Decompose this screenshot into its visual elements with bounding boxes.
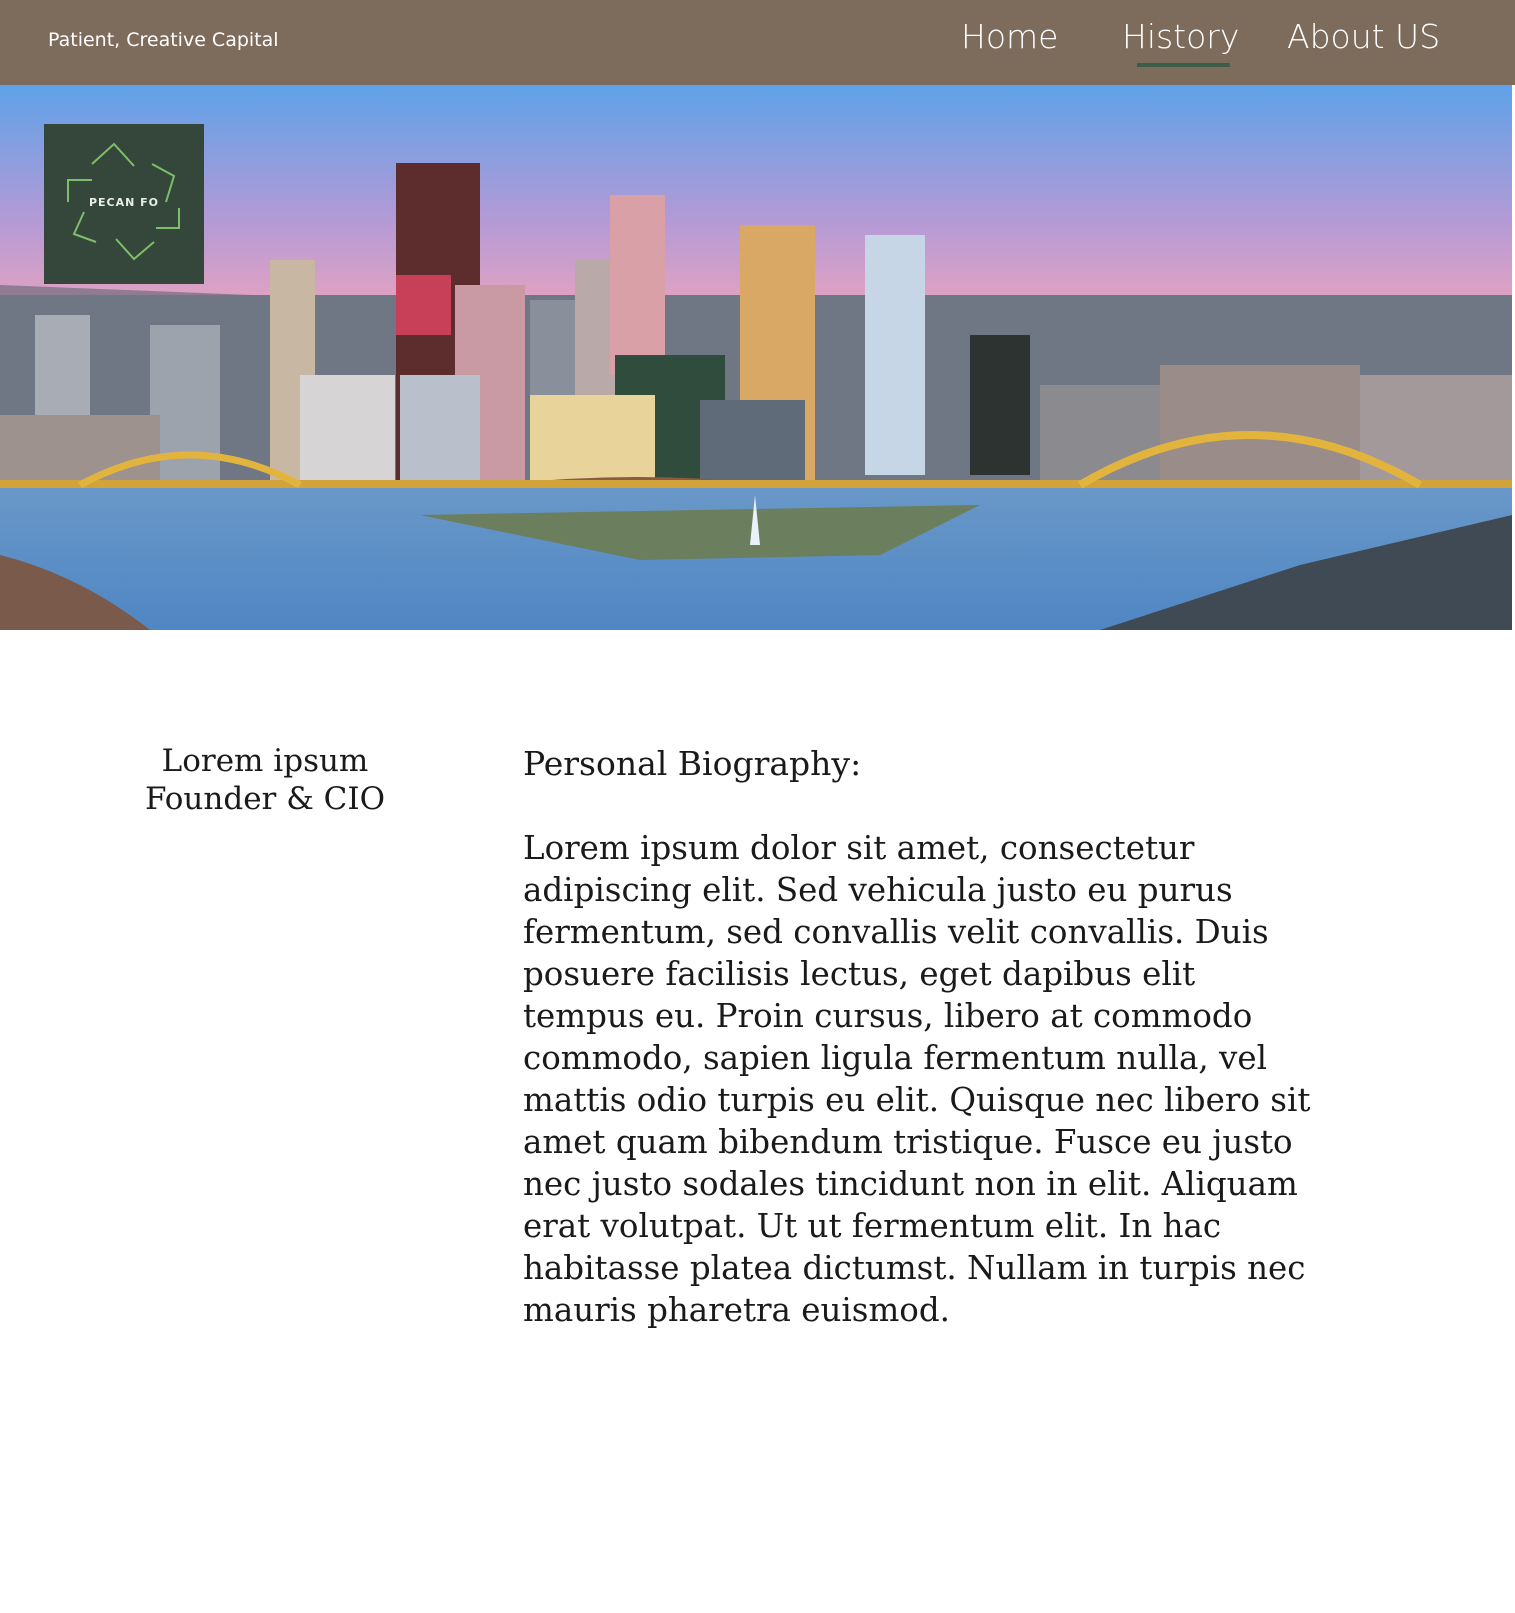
nav-history-link[interactable]: History	[1122, 17, 1240, 56]
nav-about-link[interactable]: About US	[1287, 17, 1441, 56]
hero-city-skyline-image	[0, 85, 1512, 630]
top-navigation-bar	[0, 0, 1515, 85]
biography-heading: Personal Biography:	[523, 744, 862, 783]
nav-home-link[interactable]: Home	[961, 17, 1059, 56]
biography-text: Lorem ipsum dolor sit amet, consectetur adipiscing elit. Sed vehicula justo eu purus fermentum, sed convallis velit convallis. Duis posuere facilisis lectus, eget dapibus elit tempus eu. Proin cursus, libero at commodo commodo, sapien ligula fermentum nulla, vel mattis odio turpis eu elit. Quisque nec libero sit amet quam bibendum tristique. Fusce eu justo nec justo sodales tincidunt non in elit. Aliquam erat volutpat. Ut ut fermentum elit. In hac habitasse platea dictumst. Nullam in turpis nec mauris pharetra euismod.	[523, 829, 1311, 1329]
profile-name: Lorem ipsum	[161, 743, 369, 779]
profile-card	[130, 742, 400, 818]
active-nav-indicator	[1137, 63, 1230, 67]
logo-text: PECAN FO	[88, 196, 160, 209]
profile-title: Founder & CIO	[144, 781, 386, 817]
company-logo[interactable]	[44, 124, 204, 284]
site-tagline: Patient, Creative Capital	[48, 29, 279, 51]
skyline-illustration	[0, 85, 1512, 630]
